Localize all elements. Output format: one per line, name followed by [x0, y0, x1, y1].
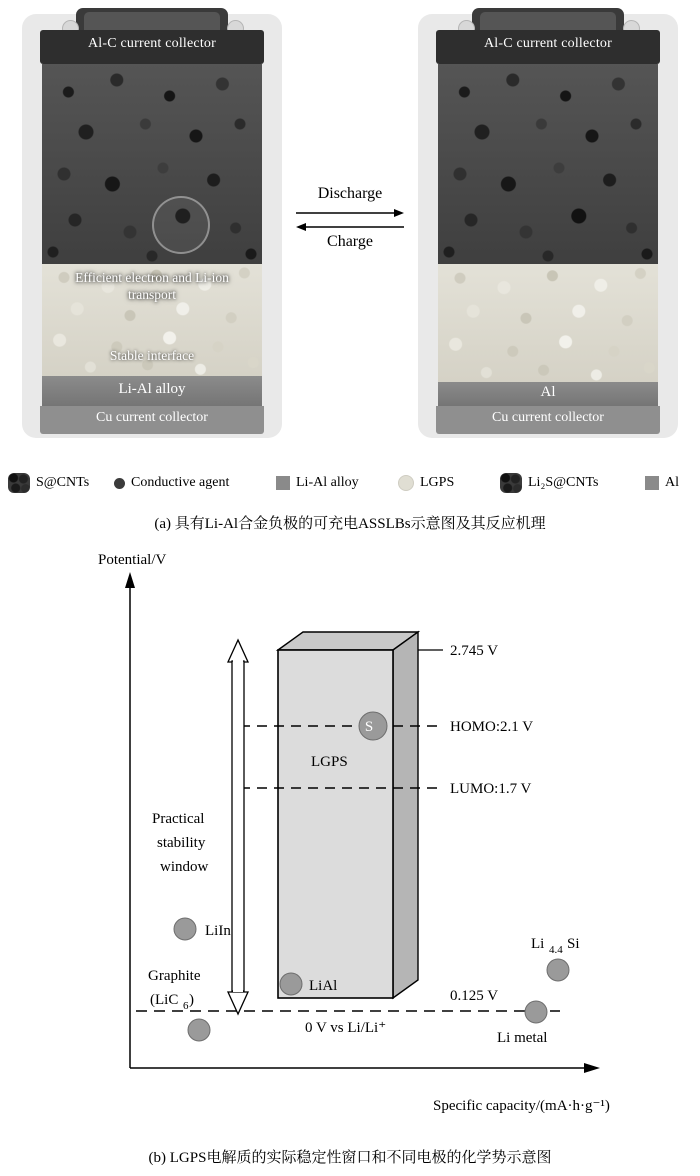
- legend: [0, 468, 700, 504]
- left-cell: [22, 8, 282, 438]
- top-current-collector-label: Al-C current collector: [87, 36, 216, 51]
- anode-label: Al: [540, 384, 556, 400]
- point-lial-label: LiAl: [309, 978, 338, 994]
- legend-label: S@CNTs: [36, 475, 90, 490]
- legend-item: [114, 468, 229, 498]
- clump-dark-icon: [8, 473, 30, 493]
- point-liin-label: LiIn: [205, 923, 231, 939]
- cathode-layer: [42, 64, 262, 264]
- legend-label: Al: [665, 475, 679, 490]
- point-graphite-label-3: ): [189, 992, 194, 1008]
- electrolyte-layer: [42, 264, 262, 376]
- electrolyte-layer: [438, 264, 658, 382]
- cell-lid-inner: [84, 12, 220, 32]
- legend-label: LGPS: [420, 475, 455, 490]
- point-graphite-marker: [188, 1019, 210, 1041]
- right-cell: [418, 8, 678, 438]
- legend-label: Conductive agent: [131, 475, 230, 490]
- legend-item: [500, 468, 598, 498]
- zero-level-label: 0 V vs Li/Li⁺: [305, 1020, 387, 1036]
- point-li44si-label: Li: [531, 936, 545, 952]
- x-axis-label: Specific capacity/(mA·h·g⁻¹): [433, 1098, 610, 1114]
- point-graphite-label-2: (LiC: [150, 992, 179, 1008]
- legend-label: Li-Al alloy: [296, 475, 359, 490]
- lgps-box-front-face: [278, 650, 393, 998]
- anode-layer: [42, 376, 262, 406]
- circle-light-icon: [398, 475, 414, 491]
- charge-label: Charge: [327, 233, 373, 250]
- point-sulfur-label: S: [364, 719, 374, 735]
- dot-dark-icon: [114, 478, 125, 489]
- point-limetal-marker: [525, 1001, 547, 1023]
- window-label-line1: Practical: [152, 811, 205, 827]
- clump-dark-icon: [500, 473, 522, 493]
- point-li44si-label-sub: 4.4: [549, 944, 563, 956]
- low-level-label: 0.125 V: [450, 988, 499, 1004]
- cell-lid-inner: [480, 12, 616, 32]
- highlight-circle-icon: [152, 196, 210, 254]
- bottom-current-collector-label: Cu current collector: [492, 410, 604, 425]
- legend-label: Li₂S@CNTs: [528, 475, 599, 490]
- lumo-level-label: LUMO:1.7 V: [450, 781, 532, 797]
- homo-level-label: HOMO:2.1 V: [450, 719, 534, 735]
- bottom-current-collector-label: Cu current collector: [96, 410, 208, 425]
- stability-window-chart: [0, 540, 700, 1140]
- y-axis-label: Potential/V: [98, 552, 167, 568]
- point-liin-marker: [174, 918, 196, 940]
- legend-item: [276, 468, 359, 498]
- x-axis-arrow-icon: [584, 1063, 600, 1073]
- anode-label: Li-Al alloy: [118, 381, 186, 397]
- caption-a: (a) 具有Li-Al合金负极的可充电ASSLBs示意图及其反应机理: [154, 516, 546, 532]
- y-axis-arrow-icon: [125, 572, 135, 588]
- window-label-line3: window: [160, 859, 209, 875]
- annotation-transport: Efficient electron and Li-ion transport: [75, 270, 229, 302]
- cathode-layer: [438, 64, 658, 264]
- discharge-label: Discharge: [317, 185, 383, 202]
- point-li44si-marker: [547, 959, 569, 981]
- point-li44si-label-2: Si: [567, 936, 580, 952]
- stability-window-arrow-icon: [228, 640, 248, 1014]
- point-graphite-label-1: Graphite: [148, 968, 201, 984]
- anode-layer: [438, 382, 658, 406]
- annotation-interface: Stable interface: [109, 348, 195, 363]
- window-label-line2: stability: [157, 835, 206, 851]
- lgps-box-side-face: [393, 632, 418, 998]
- legend-item: [645, 468, 679, 498]
- panel-b-chart: [0, 540, 700, 1140]
- point-limetal-label: Li metal: [497, 1030, 548, 1046]
- point-lial-marker: [280, 973, 302, 995]
- charge-arrow-icon: [296, 221, 404, 233]
- caption-b: (b) LGPS电解质的实际稳定性窗口和不同电极的化学势示意图: [148, 1150, 552, 1166]
- square-grey-icon: [645, 476, 659, 490]
- lgps-box-label: LGPS: [311, 754, 348, 770]
- legend-item: [8, 468, 89, 498]
- panel-a-schematic: [0, 0, 700, 532]
- discharge-arrow-icon: [296, 207, 404, 219]
- point-graphite-label-sub: 6: [183, 1000, 189, 1012]
- top-level-label: 2.745 V: [450, 643, 499, 659]
- top-current-collector-label: Al-C current collector: [483, 36, 612, 51]
- legend-item: [398, 468, 454, 498]
- reaction-arrows: [290, 185, 410, 265]
- square-grey-icon: [276, 476, 290, 490]
